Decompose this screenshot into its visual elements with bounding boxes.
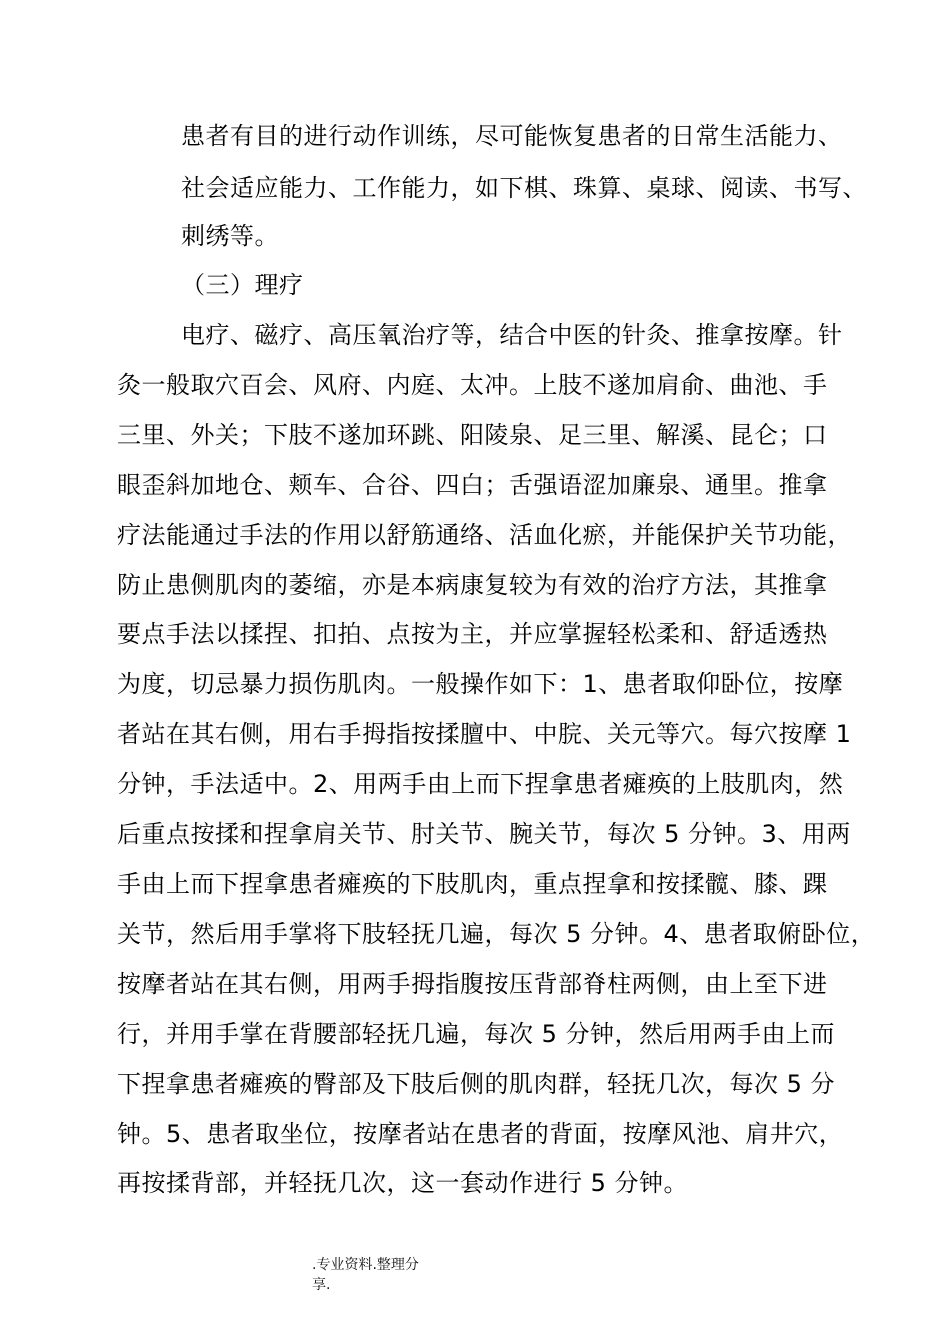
text-line-5: 电疗、磁疗、高压氧治疗等，结合中医的针灸、推拿按摩。针 — [181, 321, 843, 349]
text-line-3: 刺绣等。 — [181, 222, 279, 250]
footer-line-1: .专业资料.整理分 — [312, 1257, 419, 1273]
text-line-20: 下捏拿患者瘫痪的臀部及下肢后侧的肌肉群，轻抚几次，每次 5 分 — [117, 1070, 836, 1098]
section-heading: （三）理疗 — [181, 271, 304, 299]
text-line-2: 社会适应能力、工作能力，如下棋、珠算、桌球、阅读、书写、 — [181, 174, 867, 202]
text-line-6: 灸一般取穴百会、风府、内庭、太冲。上肢不遂加肩俞、曲池、手 — [117, 371, 828, 399]
text-line-9: 疗法能通过手法的作用以舒筋通络、活血化瘀，并能保护关节功能， — [117, 521, 852, 549]
text-line-22: 再按揉背部，并轻抚几次，这一套动作进行 5 分钟。 — [117, 1169, 689, 1197]
text-line-11: 要点手法以揉捏、扣拍、点按为主，并应掌握轻松柔和、舒适透热 — [117, 620, 828, 648]
text-line-8: 眼歪斜加地仓、颊车、合谷、四白；舌强语涩加廉泉、通里。推拿 — [117, 471, 828, 499]
text-line-1: 患者有目的进行动作训练，尽可能恢复患者的日常生活能力、 — [181, 122, 843, 150]
text-line-13: 者站在其右侧，用右手拇指按揉膻中、中脘、关元等穴。每穴按摩 1 — [117, 720, 852, 748]
text-line-14: 分钟，手法适中。2、用两手由上而下捏拿患者瘫痪的上肢肌肉，然 — [117, 770, 844, 798]
text-line-17: 关节，然后用手掌将下肢轻抚几遍，每次 5 分钟。4、患者取俯卧位， — [117, 920, 876, 948]
text-line-19: 行，并用手掌在背腰部轻抚几遍，每次 5 分钟，然后用两手由上而 — [117, 1020, 836, 1048]
text-line-7: 三里、外关；下肢不遂加环跳、阳陵泉、足三里、解溪、昆仑；口 — [117, 421, 828, 449]
text-line-12: 为度，切忌暴力损伤肌肉。一般操作如下：1、患者取仰卧位，按摩 — [117, 670, 844, 698]
text-line-10: 防止患侧肌肉的萎缩，亦是本病康复较为有效的治疗方法，其推拿 — [117, 571, 828, 599]
footer-line-2: 享. — [312, 1277, 331, 1293]
text-line-18: 按摩者站在其右侧，用两手拇指腹按压背部脊柱两侧，由上至下进 — [117, 970, 828, 998]
text-line-16: 手由上而下捏拿患者瘫痪的下肢肌肉，重点捏拿和按揉髋、膝、踝 — [117, 870, 828, 898]
text-line-15: 后重点按揉和捏拿肩关节、肘关节、腕关节，每次 5 分钟。3、用两 — [117, 820, 851, 848]
text-line-21: 钟。5、患者取坐位，按摩者站在患者的背面，按摩风池、肩井穴， — [117, 1120, 844, 1148]
